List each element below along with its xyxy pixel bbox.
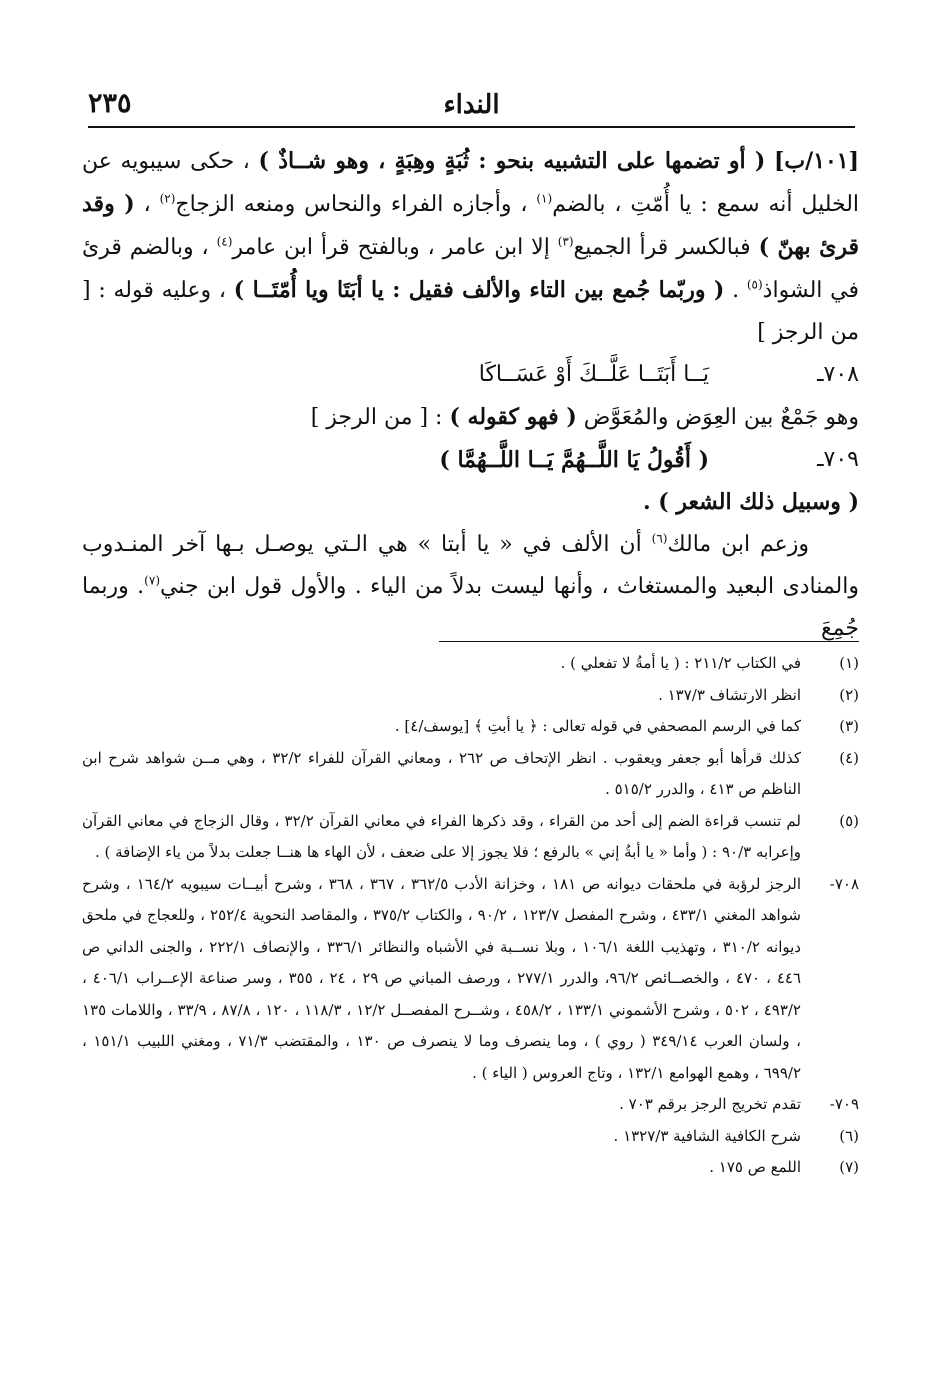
footnote-item	[82, 711, 859, 743]
footnote-text: اللمع ص ١٧٥ .	[709, 1158, 801, 1176]
footnote-number: (١)	[839, 654, 859, 672]
footnote-text: في الكتاب ٢١١/٢ : ( يا أمةُ لا تفعلي ) .	[560, 654, 801, 672]
verse-text: ( أَقُولُ يَا اللَّــهُمَّ يَــا اللَّــهُمَّا )	[439, 447, 709, 473]
verse-number: ٧٠٨ـ	[817, 362, 859, 387]
sharh-text: فبالكسر قرأ الجميع	[573, 235, 751, 260]
verse-source-number: ٧٠٨-	[829, 874, 859, 893]
sharh-text: ، وأجازه الفراء والنحاس ومنعه الزجاج	[175, 192, 528, 217]
footnote-text: كما في الرسم المصحفي في قوله تعالى : ﴿ يا أبتِ ﴾ [يوسف/٤] .	[394, 717, 801, 735]
manuscript-ref: [١٠١/ب]	[773, 148, 860, 174]
paragraph-1	[82, 140, 859, 354]
verse-source-text: تقدم تخريج الرجز برقم ٧٠٣ .	[619, 1095, 801, 1113]
footnote-text: لم تنسب قراءة الضم إلى أحد من القراء ، وقد ذكرها الفراء في معاني القرآن ٣٢/٢ ، وقال الزجاج في معاني القرآن وإعرابه ٩٠/٣ : ( وأما « يا أبةُ إني » بالرفع ؛ فلا يجوز إلا على ضعف ، لأن الهاء ها هنــا جعلت بدلاً من ياء الإضافة ) .	[82, 811, 801, 861]
footnote-number: (٤)	[839, 748, 859, 767]
footnote-text: شرح الكافية الشافية ١٣٢٧/٣ .	[613, 1126, 801, 1145]
footnote-item	[82, 806, 859, 869]
chapter-title: النداء	[443, 90, 500, 120]
paragraph-3	[82, 481, 859, 524]
footnote-item	[82, 1121, 859, 1153]
matn-text: ( فهو كقوله )	[449, 404, 577, 430]
footnote-number: (٥)	[839, 811, 859, 830]
footnote-number: (٣)	[839, 717, 859, 735]
footnote-ref[interactable]: (٦)	[651, 531, 668, 546]
sharh-text: وزعم ابن مالك	[667, 532, 810, 557]
footnote-ref[interactable]: (٢)	[159, 191, 176, 206]
verse-source-text: الرجز لرؤبة في ملحقات ديوانه ص ١٨١ ، وخزانة الأدب ٣٦٢/٥ ، ٣٦٧ ، ٣٦٨ ، وشرح أبيــات سيبويه ١٦٤/٢ ، وشرح شواهد المغني ٤٣٣/١ ، وشرح المفصل ١٢٣/٧ ، ٩٠/٢ ، والكتاب ٣٧٥/٢ ، والمقاصد النحوية ٢٥٢/٤ ، وللعجاج في ملحق ديوانه ٣١٠/٢ ، وتهذيب اللغة ١٠٦/١ ، وبلا نســبة في الأشباه والنظائر ٣٣٦/١ ، والإنصاف ٢٢٢/١ ، والجنى الداني ص ٤٤٦ ، ٤٧٠ ، والخصــائص ٩٦/٢، والدرر ٢٧٧/١ ، ورصف المباني ص ٢٩ ، ٢٤ ، ٣٥٥ ، وسر صناعة الإعــراب ٤٠٦/١ ، ٤٩٣/٢ ، ٥٠٢ ، وشرح الأشموني ١٣٣/١ ، ٤٥٨/٢ ، وشــرح المفصــل ١٢/٢ ، ١١٨/٣ ، ١٢٠ ، ٨٧/٨ ، ٣٣/٩ ، واللامات ١٣٥ ، ولسان العرب ٣٤٩/١٤ ( روي ) ، وما ينصرف وما لا ينصرف ص ١٣٠ ، والمقتضب ٧١/٣ ، ومغني اللبيب ١٥١/١ ، ٦٩٩/٢ ، وهمع الهوامع ١٣٢/١ ، وتاج العروس ( الياء ) .	[82, 874, 802, 1082]
footnote-ref[interactable]: (٤)	[216, 234, 233, 249]
footnote-number: (٢)	[839, 685, 859, 704]
footnote-ref[interactable]: (١)	[536, 191, 553, 206]
footnote-item	[82, 743, 859, 806]
footnote-text: انظر الارتشاف ١٣٧/٣ .	[658, 685, 801, 704]
sharh-text: وهو جَمْعٌ بين العِوَض والمُعَوَّض	[583, 405, 859, 430]
footnote-ref[interactable]: (٧)	[144, 573, 160, 588]
sharh-text: .	[732, 278, 740, 303]
footnote-item	[82, 1152, 859, 1184]
sharh-text: أن الألف في « يا أبتا » هي الـتي يوصـل بـها آخر المنـدوب والمنادى البعيد والمستغاث ، وأنها ليست بدلاً من الياء . والأول قول ابن جني	[82, 532, 859, 599]
sharh-text: ، وعليه قوله : [ من الرجز ]	[82, 278, 859, 345]
footnote-number: (٦)	[839, 1126, 859, 1145]
page-number: ٢٣٥	[88, 88, 132, 119]
matn-text: ( وربّما جُمع بين التاء والألف فقيل : يا أبَتَا ويا أُمّتَــا )	[233, 277, 725, 303]
matn-text: ( وسبيل ذلك الشعر ) .	[642, 489, 859, 515]
matn-text: ( وقد قرئ بهنّ )	[82, 191, 860, 260]
sharh-text: : [ من الرجز ]	[310, 405, 443, 430]
verse-709	[82, 439, 859, 481]
paragraph-2	[82, 396, 859, 439]
footnote-number: (٧)	[839, 1158, 859, 1176]
sharh-text: . وربما جُمِعَ	[82, 574, 859, 641]
verse-source-708	[82, 869, 859, 1090]
verse-source-709	[82, 1089, 859, 1121]
sharh-text: ، وبالضم قرئ في الشواذ	[82, 235, 859, 303]
footnote-item	[82, 648, 859, 680]
verse-text: يَــا أَبَتَــا عَلَّــكَ أَوْ عَسَــاكَا	[478, 362, 709, 387]
sharh-text: إلا ابن عامر ، وبالفتح قرأ ابن عامر	[232, 235, 550, 260]
verse-source-number: ٧٠٩-	[829, 1095, 859, 1113]
verse-708	[82, 354, 859, 396]
footnote-item	[82, 680, 859, 712]
footnote-text: كذلك قرأها أبو جعفر ويعقوب . انظر الإتحاف ص ٢٦٢ ، ومعاني القرآن للفراء ٣٢/٢ ، وهي مــن شواهد شرح ابن الناظم ص ٤١٣ ، والدرر ٥١٥/٢ .	[82, 748, 802, 798]
footnote-ref[interactable]: (٣)	[557, 234, 574, 249]
footnotes	[82, 648, 859, 1184]
sharh-text: ،	[143, 192, 151, 217]
paragraph-4	[82, 524, 859, 650]
main-text	[82, 140, 859, 650]
matn-text: ( أو تضمها على التشبيه بنحو : ثُبَةٍ وهِبَةٍ ، وهو شــاذٌ )	[258, 148, 766, 174]
verse-number: ٧٠٩ـ	[817, 447, 859, 472]
running-header	[88, 86, 855, 128]
footnote-divider	[439, 641, 859, 642]
sharh-text: ، حكى سيبويه عن الخليل أنه سمع : يا أُمّتِ ، بالضم	[82, 149, 860, 217]
footnote-ref[interactable]: (٥)	[746, 277, 763, 292]
